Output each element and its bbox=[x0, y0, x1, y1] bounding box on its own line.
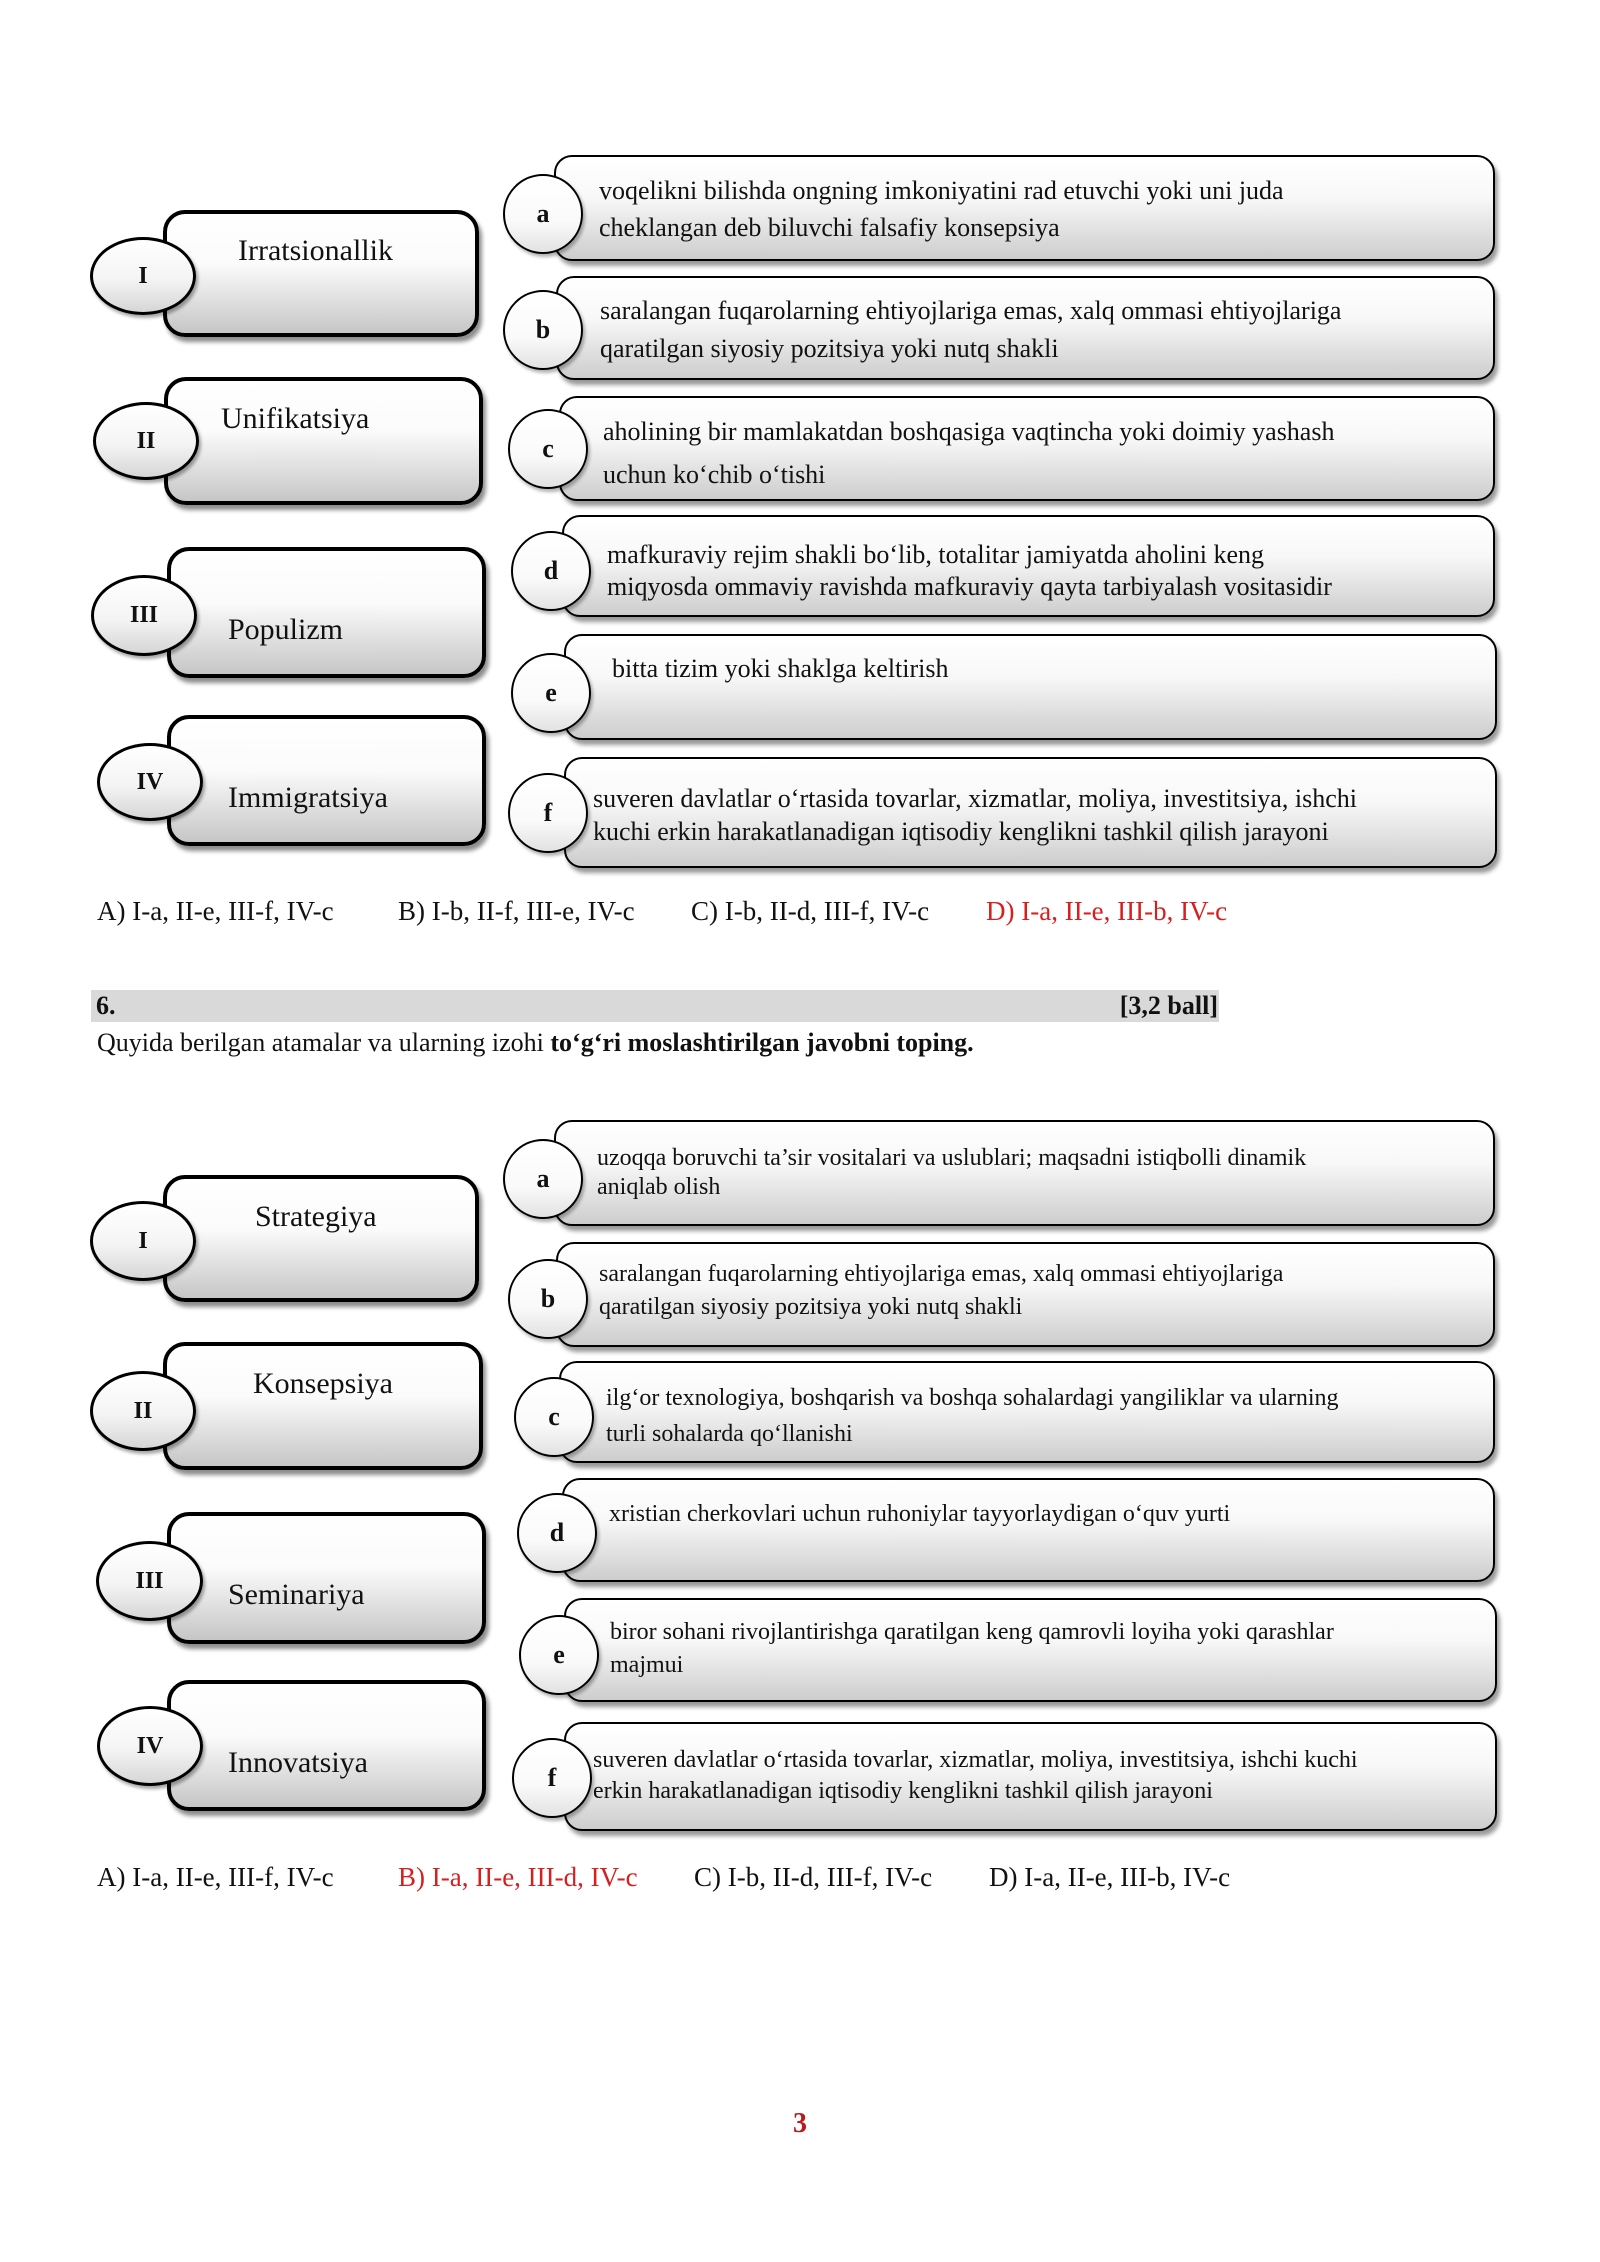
definition-letter-badge: c bbox=[508, 409, 588, 489]
definition-line: qaratilgan siyosiy pozitsiya yoki nutq shakli bbox=[600, 334, 1059, 363]
definition-box-b bbox=[556, 1242, 1495, 1347]
definition-letter-badge: a bbox=[503, 1139, 583, 1219]
term-number-badge: II bbox=[93, 402, 199, 480]
question-points: [3,2 ball] bbox=[1119, 991, 1218, 1020]
term-box-2 bbox=[164, 377, 483, 505]
answer-option-d: D) I-a, II-e, III-b, IV-c bbox=[989, 1862, 1231, 1892]
page-number: 3 bbox=[793, 2108, 807, 2139]
definition-line: suveren davlatlar o‘rtasida tovarlar, xizmatlar, moliya, investitsiya, ishchi kuchi bbox=[593, 1747, 1358, 1773]
definition-box-f bbox=[564, 1722, 1497, 1831]
definition-box-c bbox=[559, 1361, 1495, 1463]
term-number-badge: III bbox=[91, 575, 197, 656]
answer-option-b: B) I-a, II-e, III-d, IV-c bbox=[398, 1862, 638, 1892]
answer-option-b: B) I-b, II-f, III-e, IV-c bbox=[398, 896, 635, 926]
definition-letter-badge: c bbox=[514, 1377, 594, 1457]
definition-letter-badge: f bbox=[508, 773, 588, 853]
definition-line: majmui bbox=[610, 1652, 684, 1678]
term-number-badge: IV bbox=[97, 743, 203, 821]
term-number-badge: I bbox=[90, 1201, 196, 1281]
term-label: Konsepsiya bbox=[253, 1367, 393, 1400]
definition-box-c bbox=[559, 396, 1495, 501]
term-box-3 bbox=[167, 1512, 486, 1644]
definition-line: aholining bir mamlakatdan boshqasiga vaqtincha yoki doimiy yashash bbox=[603, 417, 1335, 446]
answer-option-a: A) I-a, II-e, III-f, IV-c bbox=[97, 896, 334, 926]
definition-line: voqelikni bilishda ongning imkoniyatini rad etuvchi yoki uni juda bbox=[599, 176, 1284, 205]
definition-box-a bbox=[554, 155, 1495, 261]
term-label: Innovatsiya bbox=[228, 1746, 368, 1779]
term-number-badge: III bbox=[96, 1541, 203, 1621]
term-box-4 bbox=[167, 1680, 486, 1811]
definition-line: cheklangan deb biluvchi falsafiy konsepsiya bbox=[599, 213, 1060, 242]
term-box-1 bbox=[163, 1175, 479, 1302]
definition-box-b bbox=[556, 276, 1495, 380]
definition-line: biror sohani rivojlantirishga qaratilgan keng qamrovli loyiha yoki qarashlar bbox=[610, 1619, 1334, 1645]
definition-letter-badge: e bbox=[511, 653, 591, 733]
definition-line: miqyosda ommaviy ravishda mafkuraviy qayta tarbiyalash vositasidir bbox=[607, 572, 1332, 601]
definition-line: ilg‘or texnologiya, boshqarish va boshqa sohalardagi yangiliklar va ularning bbox=[606, 1385, 1339, 1411]
definition-letter-badge: a bbox=[503, 174, 583, 254]
answer-option-c: C) I-b, II-d, III-f, IV-c bbox=[694, 1862, 933, 1892]
term-number-badge: I bbox=[90, 237, 196, 315]
term-box-2 bbox=[163, 1342, 483, 1470]
term-label: Seminariya bbox=[228, 1578, 365, 1611]
definition-letter-badge: d bbox=[517, 1493, 597, 1573]
definition-letter-badge: d bbox=[511, 531, 591, 611]
answer-option-d: D) I-a, II-e, III-b, IV-c bbox=[986, 896, 1228, 926]
answer-option-a: A) I-a, II-e, III-f, IV-c bbox=[97, 1862, 334, 1892]
definition-line: uchun ko‘chib o‘tishi bbox=[603, 460, 826, 489]
question-header-bar bbox=[91, 990, 1219, 1022]
definition-letter-badge: f bbox=[512, 1738, 592, 1818]
definition-line: erkin harakatlanadigan iqtisodiy kenglikni tashkil qilish jarayoni bbox=[593, 1778, 1213, 1804]
term-number-badge: II bbox=[90, 1371, 196, 1451]
definition-line: qaratilgan siyosiy pozitsiya yoki nutq shakli bbox=[599, 1294, 1023, 1320]
definition-line: saralangan fuqarolarning ehtiyojlariga emas, xalq ommasi ehtiyojlariga bbox=[600, 296, 1342, 325]
definition-box-d bbox=[562, 515, 1495, 617]
term-box-3 bbox=[167, 547, 486, 678]
term-number-badge: IV bbox=[97, 1706, 203, 1786]
question-number: 6. bbox=[96, 991, 116, 1020]
question-prompt-bold: to‘g‘ri moslashtirilgan javobni toping. bbox=[550, 1028, 974, 1057]
definition-box-e bbox=[564, 1598, 1497, 1702]
definition-line: xristian cherkovlari uchun ruhoniylar tayyorlaydigan o‘quv yurti bbox=[609, 1501, 1231, 1527]
definition-box-e bbox=[564, 634, 1497, 740]
definition-line: aniqlab olish bbox=[597, 1174, 721, 1200]
term-box-1 bbox=[163, 210, 479, 337]
term-label: Populizm bbox=[228, 613, 344, 646]
definition-line: bitta tizim yoki shaklga keltirish bbox=[612, 654, 949, 683]
definition-letter-badge: b bbox=[503, 290, 583, 370]
definition-line: uzoqqa boruvchi ta’sir vositalari va uslublari; maqsadni istiqbolli dinamik bbox=[597, 1145, 1307, 1171]
definition-line: saralangan fuqarolarning ehtiyojlariga emas, xalq ommasi ehtiyojlariga bbox=[599, 1261, 1284, 1287]
definition-box-a bbox=[554, 1120, 1495, 1226]
definition-box-d bbox=[562, 1478, 1495, 1582]
definition-letter-badge: b bbox=[508, 1259, 588, 1339]
definition-line: turli sohalarda qo‘llanishi bbox=[606, 1421, 853, 1447]
answer-option-c: C) I-b, II-d, III-f, IV-c bbox=[691, 896, 930, 926]
term-label: Unifikatsiya bbox=[221, 402, 370, 435]
definition-line: suveren davlatlar o‘rtasida tovarlar, xizmatlar, moliya, investitsiya, ishchi bbox=[593, 784, 1357, 813]
term-box-4 bbox=[167, 715, 486, 846]
definition-box-f bbox=[564, 757, 1497, 868]
definition-letter-badge: e bbox=[519, 1615, 599, 1695]
definition-line: kuchi erkin harakatlanadigan iqtisodiy kenglikni tashkil qilish jarayoni bbox=[593, 817, 1329, 846]
term-label: Irratsionallik bbox=[238, 234, 393, 267]
term-label: Immigratsiya bbox=[228, 781, 388, 814]
term-label: Strategiya bbox=[255, 1200, 377, 1233]
question-prompt bbox=[97, 1027, 974, 1059]
question-prompt-text: Quyida berilgan atamalar va ularning izohi bbox=[97, 1028, 551, 1057]
definition-line: mafkuraviy rejim shakli bo‘lib, totalitar jamiyatda aholini keng bbox=[607, 540, 1265, 569]
